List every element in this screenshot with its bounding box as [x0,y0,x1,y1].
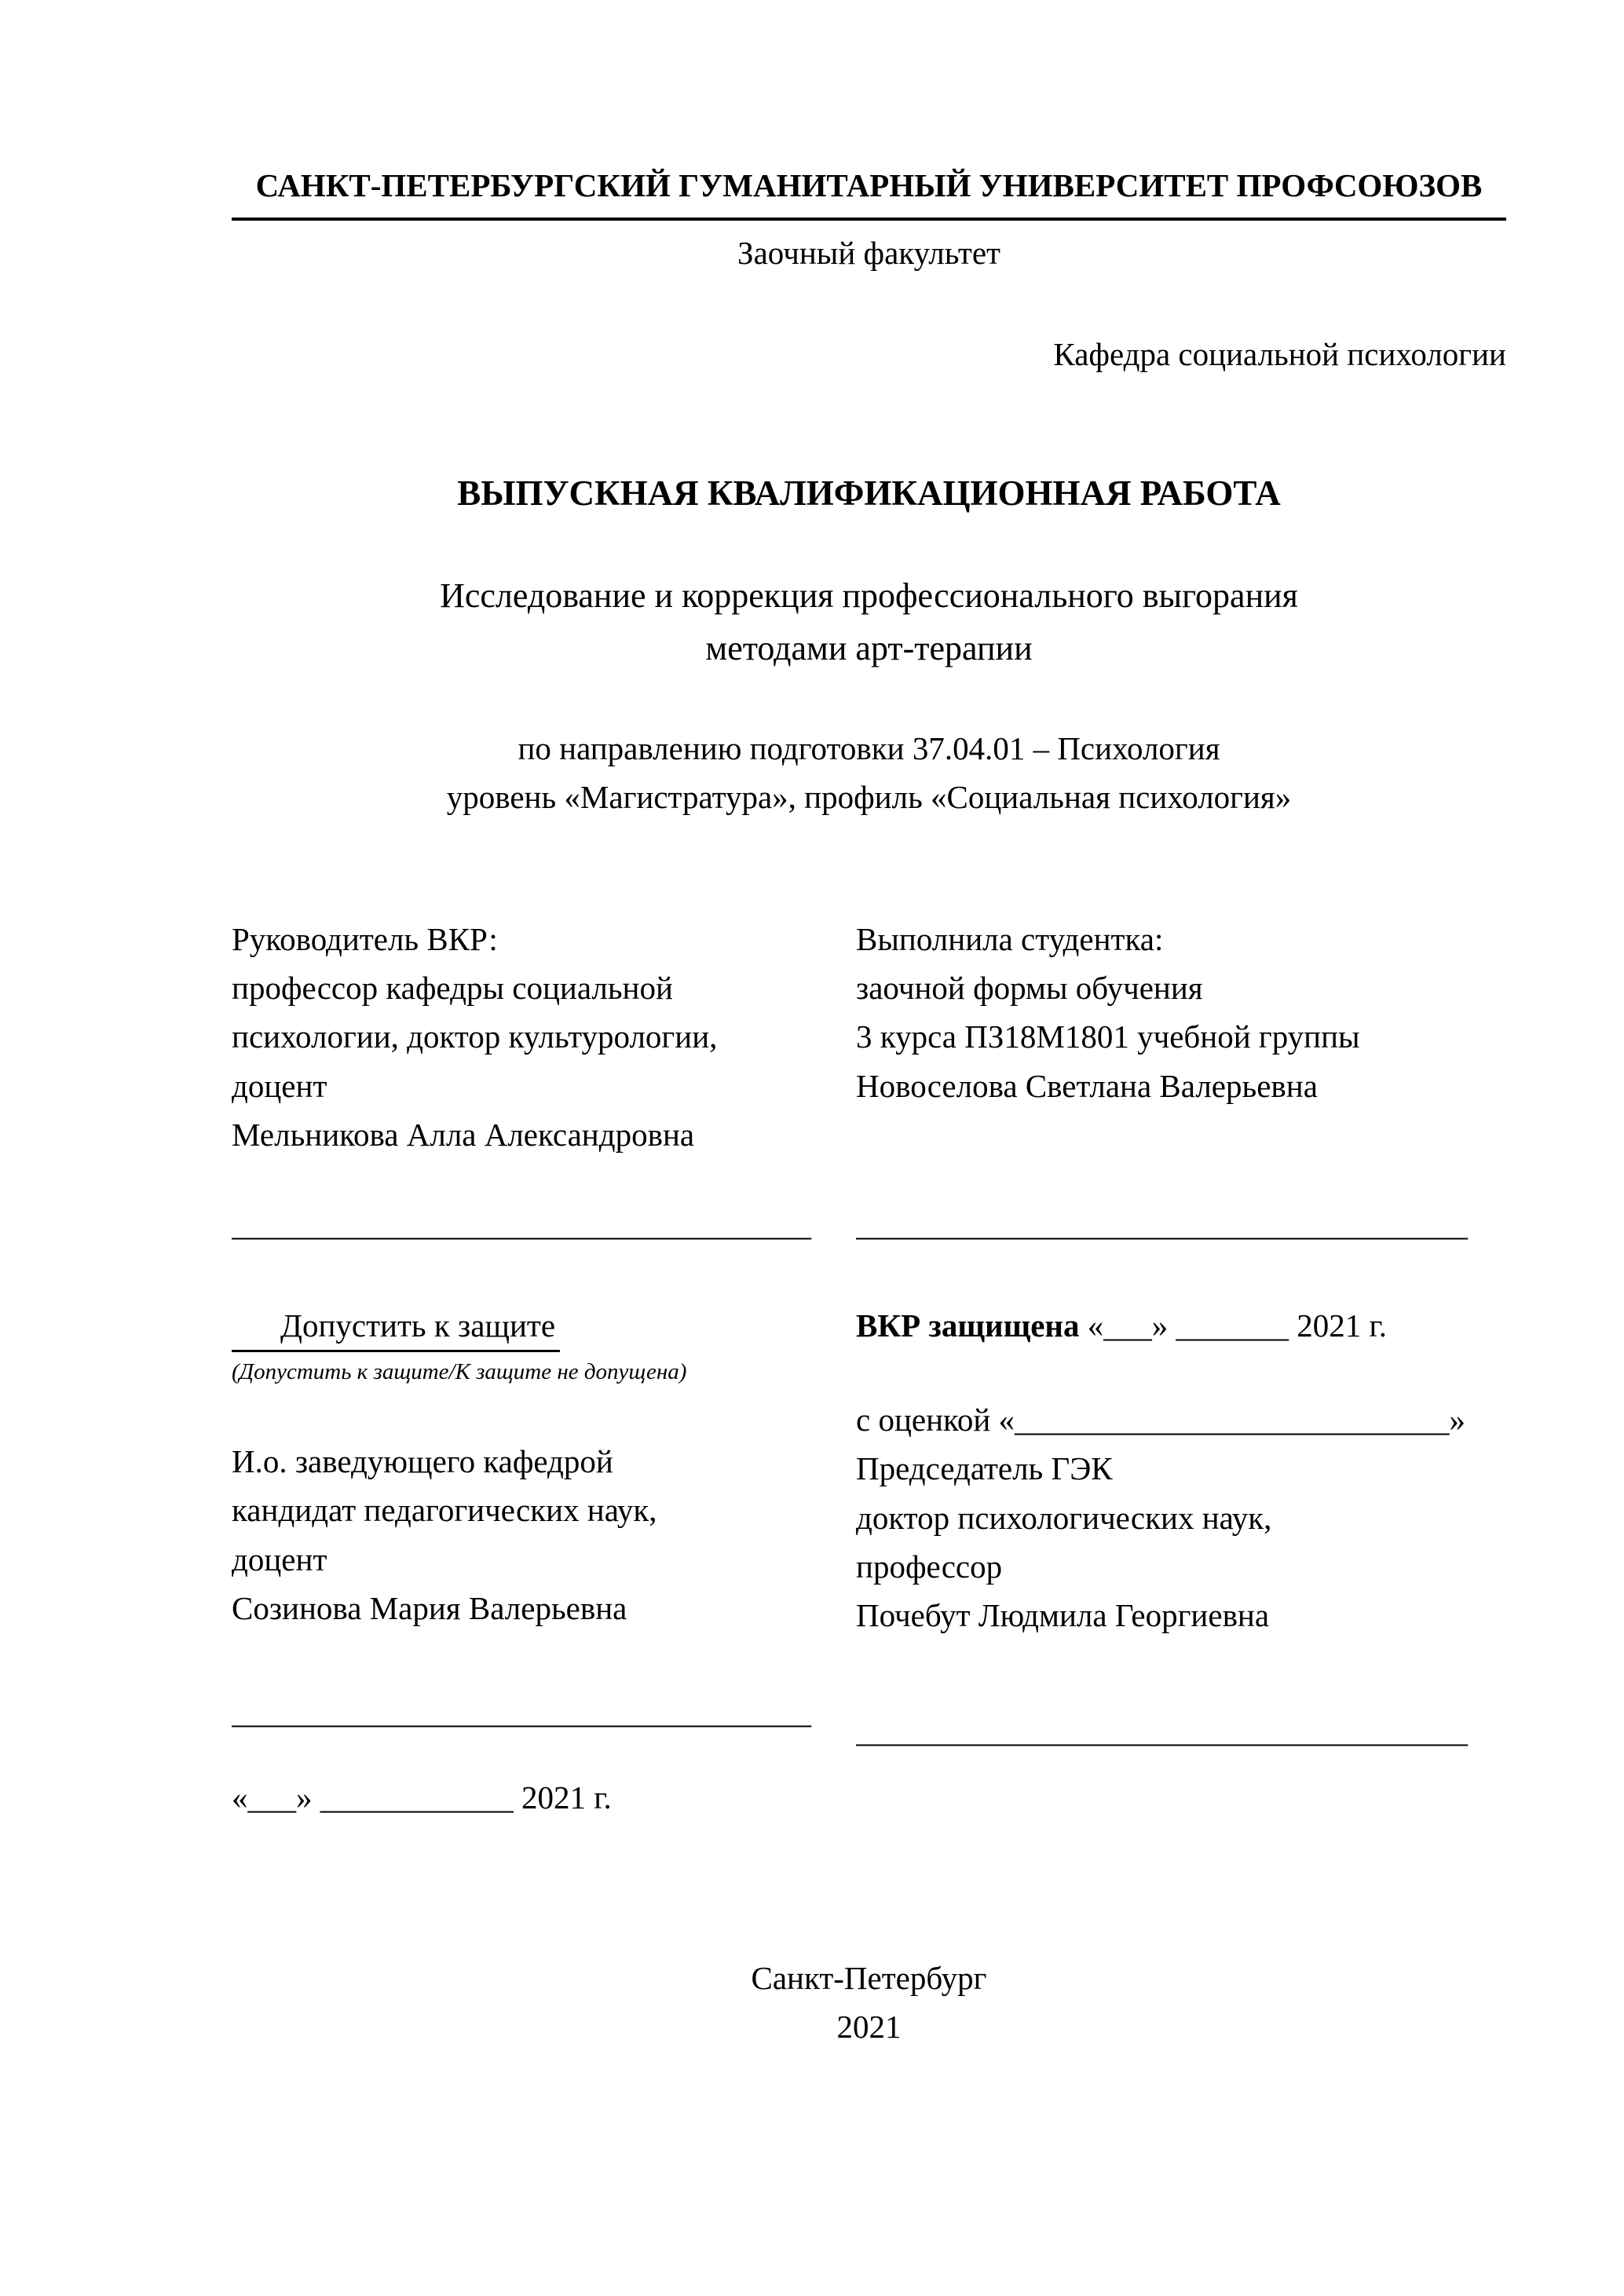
student-line: 3 курса ПЗ18М1801 учебной группы [856,1018,1360,1055]
faculty-name: Заочный факультет [737,235,1000,272]
program-line-2: уровень «Магистратура», профиль «Социальная психология» [446,779,1292,816]
supervisor-line: профессор кафедры социальной [232,970,673,1007]
signatories-row [232,915,1506,1249]
supervisor-name: Мельникова Алла Александровна [232,1116,695,1153]
university-name: САНКТ-ПЕТЕРБУРГСКИЙ ГУМАНИТАРНЫЙ УНИВЕРСИТЕТ ПРОФСОЮЗОВ [232,161,1506,221]
admission-line: доцент [232,1541,327,1578]
department-name: Кафедра социальной психологии [1053,335,1506,372]
admission-note: (Допустить к защите/К защите не допущена) [232,1358,687,1384]
footer-city: Санкт-Петербург [751,1959,987,1996]
admission-block [232,1301,856,1822]
admission-date-line: «___» ____________ 2021 г. [232,1779,612,1815]
defense-status-label: ВКР защищена [856,1307,1080,1344]
admission-heading [232,1301,821,1352]
supervisor-block [232,915,856,1249]
admission-heading-text: Допустить к защите [232,1301,560,1352]
student-signature-line: ______________________________________ [856,1205,1468,1242]
admission-signatory-name: Созинова Мария Валерьевна [232,1589,627,1626]
defense-line: Председатель ГЭК [856,1450,1113,1487]
defense-signatory-name: Почебут Людмила Георгиевна [856,1597,1270,1634]
program-line-1: по направлению подготовки 37.04.01 – Психология [518,730,1220,767]
student-block [856,915,1506,1249]
admission-signature-line: ____________________________________ [232,1694,811,1731]
admission-signatory [232,1437,821,1632]
supervisor-signature-line: ____________________________________ [232,1206,811,1243]
defense-signature-line: ______________________________________ [856,1713,1468,1749]
footer [232,1954,1506,2052]
defense-line: доктор психологических наук, [856,1499,1272,1536]
thesis-title-line-1: Исследование и коррекция профессионального выгорания [440,576,1298,616]
defense-status-rest: «___» _______ 2021 г. [1079,1307,1387,1344]
admission-line: кандидат педагогических наук, [232,1492,657,1529]
footer-year: 2021 [836,2009,902,2046]
program-info [232,724,1506,822]
student-label: Выполнила студентка: [856,920,1164,957]
supervisor-line: психологии, доктор культурологии, [232,1018,718,1055]
student-line: заочной формы обучения [856,970,1203,1007]
student-name: Новоселова Светлана Валерьевна [856,1067,1318,1104]
approval-row [232,1301,1506,1822]
work-type-heading: ВЫПУСКНАЯ КВАЛИФИКАЦИОННАЯ РАБОТА [457,473,1281,513]
defense-status-line [856,1301,1506,1350]
supervisor-line: доцент [232,1067,327,1104]
thesis-title-line-2: методами арт-терапии [705,629,1033,668]
defense-block [856,1301,1506,1822]
supervisor-label: Руководитель ВКР: [232,920,498,957]
defense-grade-line: с оценкой «___________________________» [856,1401,1466,1438]
defense-line: профессор [856,1548,1003,1585]
admission-line: И.о. заведующего кафедрой [232,1442,613,1479]
thesis-title [232,570,1506,675]
